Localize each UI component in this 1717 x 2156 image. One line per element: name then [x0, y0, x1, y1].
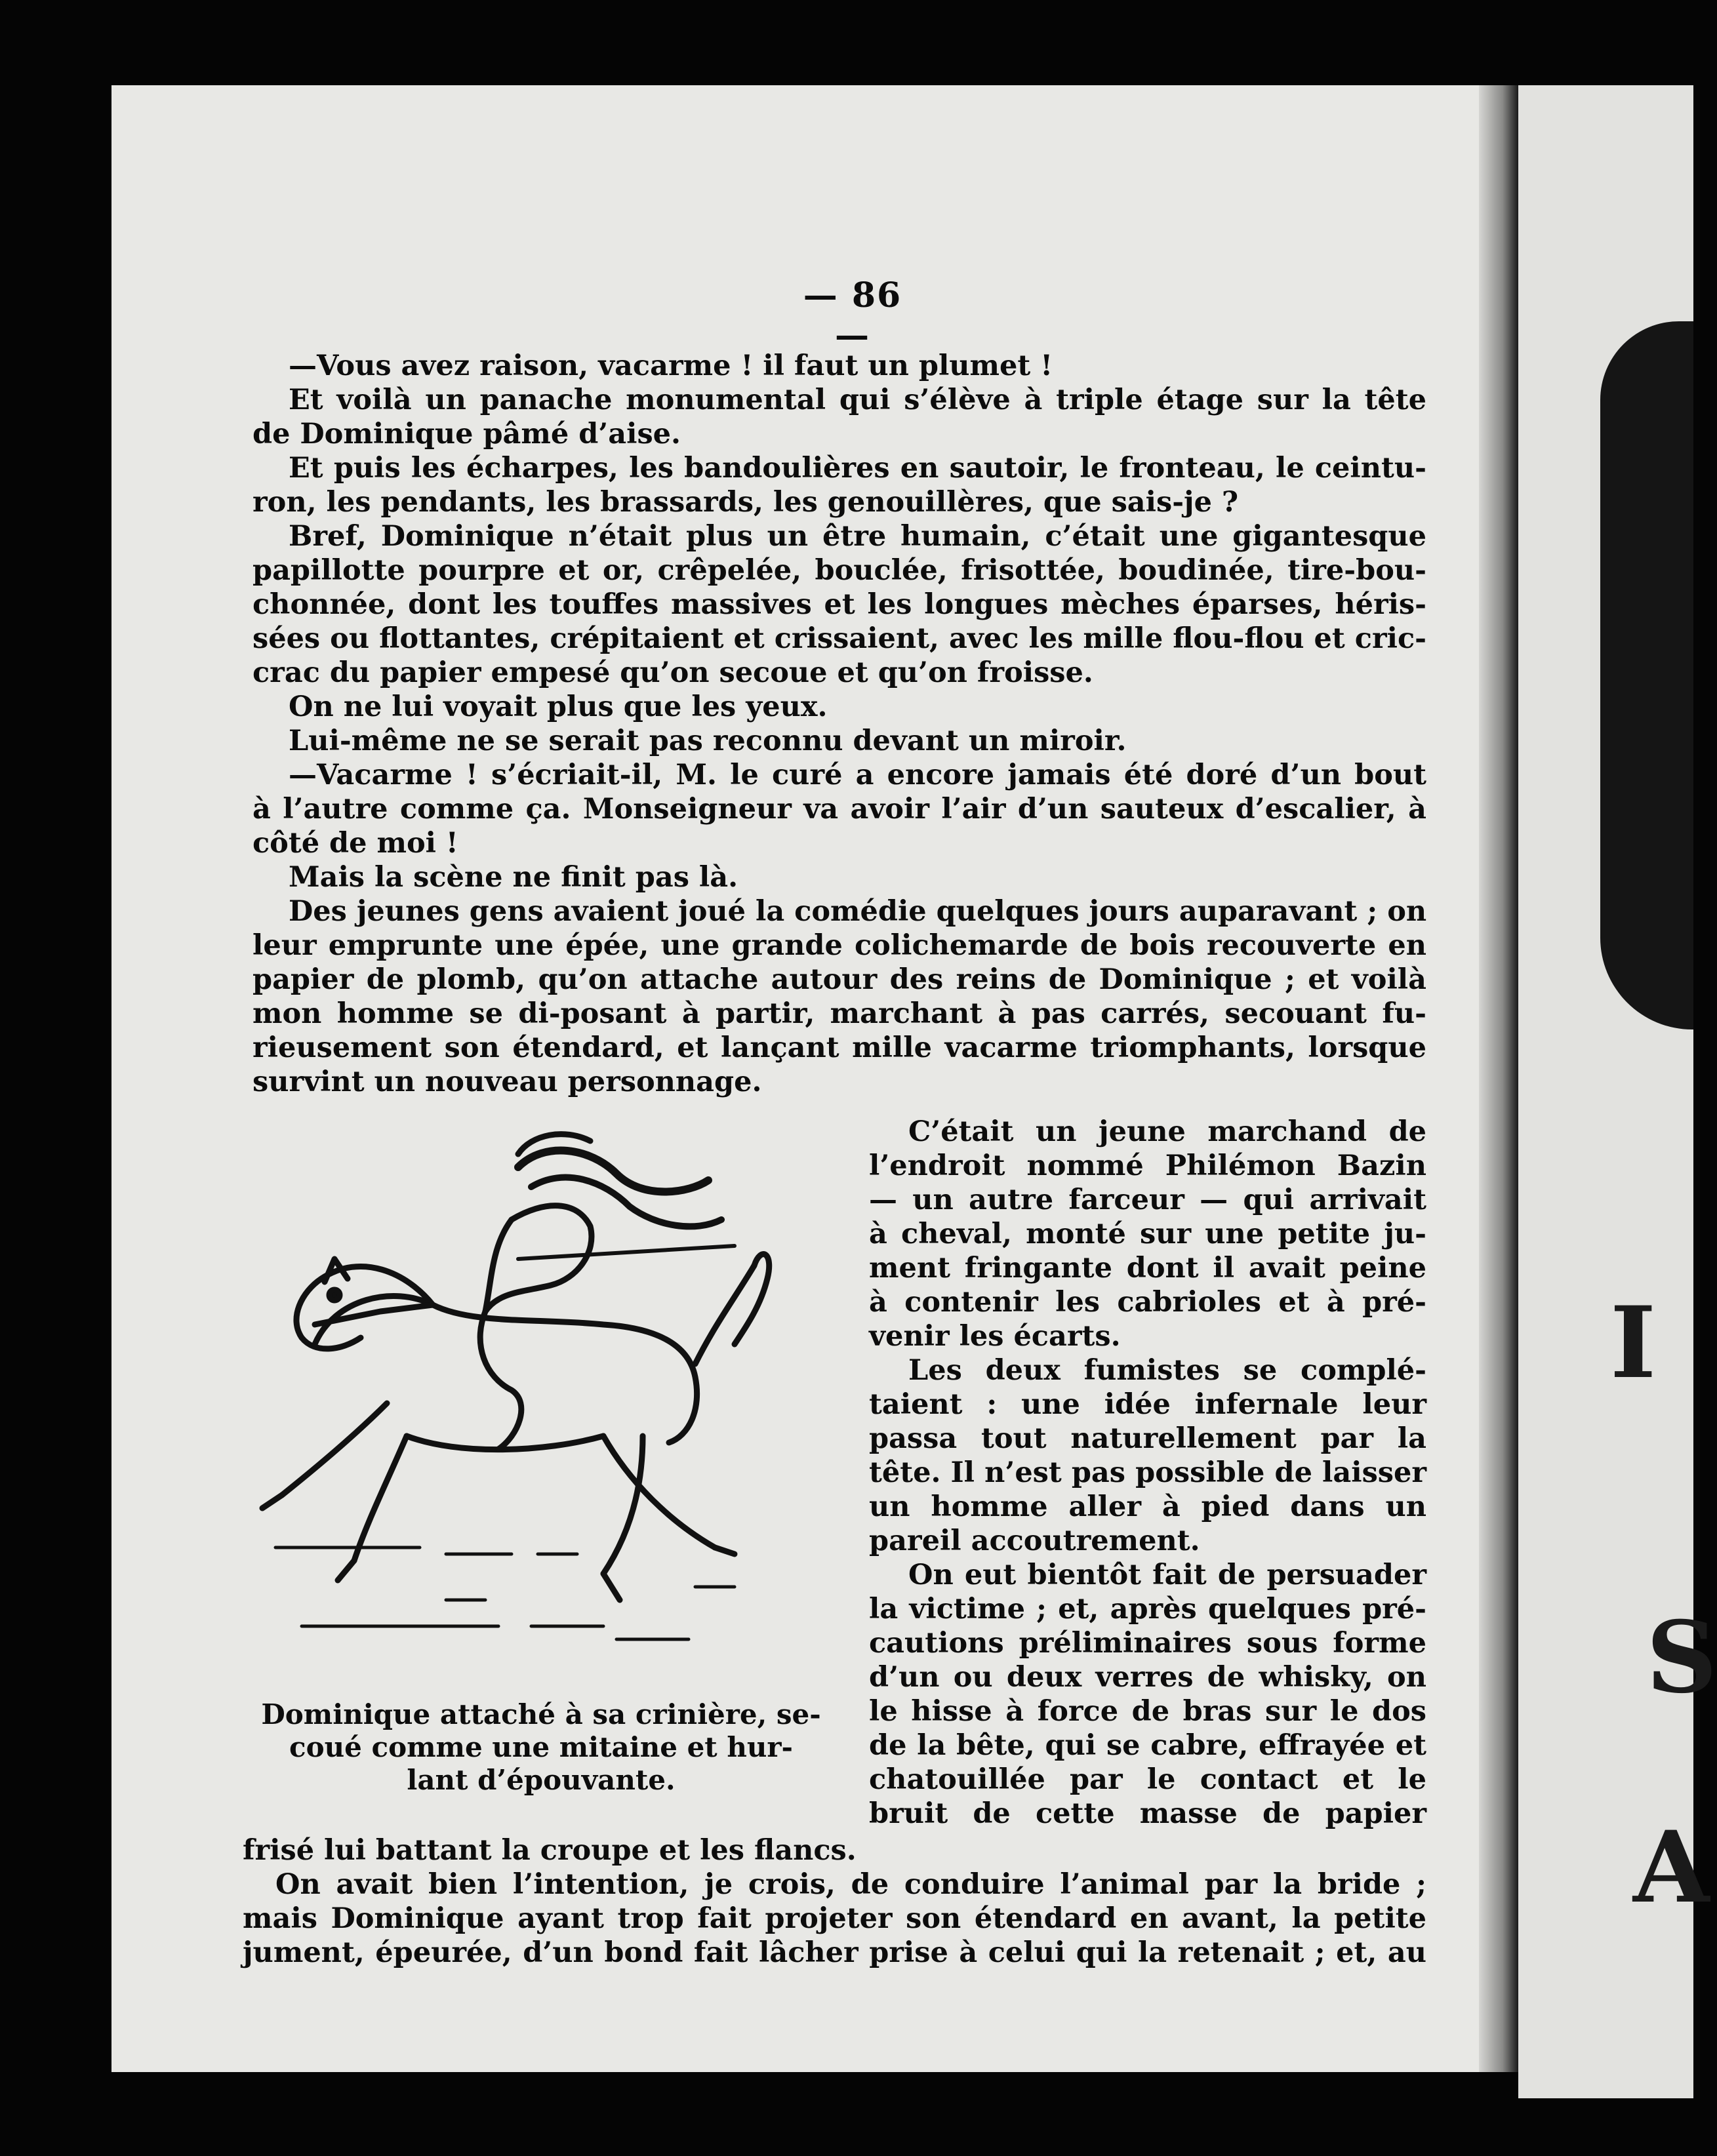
text-line: l’endroit nommé Philémon Bazin: [869, 1149, 1426, 1182]
text-line: ron, les pendants, les brassards, les genouillères, que sais-je ?: [253, 486, 1239, 519]
text-line: —Vacarme ! s’écriait-il, M. le curé a encore jamais été doré d’un bout: [289, 759, 1426, 791]
text-line: Des jeunes gens avaient joué la comédie quelques jours auparavant ; on: [289, 895, 1427, 928]
text-line: la victime ; et, après quelques pré-: [869, 1593, 1426, 1626]
text-line: On ne lui voyait plus que les yeux.: [289, 690, 828, 723]
text-line: On eut bientôt fait de persuader: [908, 1559, 1426, 1591]
text-line: tête. Il n’est pas possible de laisser: [869, 1456, 1426, 1489]
book-gutter: [1479, 85, 1518, 2072]
text-line: pareil accoutrement.: [869, 1525, 1200, 1557]
facing-page-letter-3: A: [1633, 1810, 1710, 1925]
text-line: papier de plomb, qu’on attache autour des reins de Dominique ; et voilà: [253, 963, 1426, 996]
text-line: à cheval, monté sur une petite ju-: [869, 1218, 1426, 1250]
text-line: chatouillée par le contact et le: [869, 1763, 1426, 1796]
text-line: On avait bien l’intention, je crois, de conduire l’animal par la bride ;: [275, 1868, 1426, 1901]
text-line: sées ou flottantes, crépitaient et crissaient, avec les mille flou-flou et cric-: [253, 622, 1426, 655]
text-line: —Vous avez raison, vacarme ! il faut un plumet !: [289, 349, 1053, 382]
illustration-caption: [236, 1698, 846, 1797]
caption-line: coué comme une mitaine et hur-: [289, 1731, 793, 1763]
text-line: à l’autre comme ça. Monseigneur va avoir l’air d’un sauteux d’escalier, à: [253, 793, 1426, 826]
text-line: Lui-même ne se serait pas reconnu devant un miroir.: [289, 725, 1127, 757]
caption-line: Dominique attaché à sa crinière, se-: [261, 1698, 821, 1730]
facing-page-letter-2: S: [1646, 1600, 1717, 1715]
text-line: C’était un jeune marchand de: [908, 1115, 1426, 1148]
text-line: venir les écarts.: [869, 1320, 1121, 1353]
text-line: crac du papier empesé qu’on secoue et qu’on froisse.: [253, 656, 1093, 689]
text-line: rieusement son étendard, et lançant mille vacarme triomphants, lorsque: [253, 1031, 1426, 1064]
text-line: côté de moi !: [253, 827, 458, 860]
text-line: passa tout naturellement par la: [869, 1422, 1426, 1455]
text-line: un homme aller à pied dans un: [869, 1490, 1426, 1523]
text-line: Et puis les écharpes, les bandoulières en sautoir, le fronteau, le ceintu-: [289, 452, 1426, 485]
text-line: leur emprunte une épée, une grande colichemarde de bois recouverte en: [253, 929, 1426, 962]
text-line: de la bête, qui se cabre, effrayée et: [869, 1729, 1426, 1762]
text-line: cautions préliminaires sous forme: [869, 1627, 1426, 1660]
text-line: ment fringante dont il avait peine: [869, 1252, 1426, 1285]
text-line: d’un ou deux verres de whisky, on: [869, 1661, 1426, 1694]
text-line: jument, épeurée, d’un bond fait lâcher prise à celui qui la retenait ; et, au: [243, 1936, 1426, 1969]
facing-page-letter-1: I: [1610, 1285, 1657, 1401]
text-line: chonnée, dont les touffes massives et les longues mèches éparses, héris-: [253, 588, 1426, 621]
horse-rider-illustration: [236, 1128, 846, 1666]
text-line: papillotte pourpre et or, crêpelée, bouclée, frisottée, boudinée, tire-bou-: [253, 554, 1426, 587]
text-line: Et voilà un panache monumental qui s’élève à triple étage sur la tête: [289, 384, 1426, 416]
text-line: frisé lui battant la croupe et les flancs.: [243, 1834, 857, 1867]
text-line: Les deux fumistes se complé-: [908, 1354, 1426, 1387]
text-line: à contenir les cabrioles et à pré-: [869, 1286, 1426, 1319]
text-line: le hisse à force de bras sur le dos: [869, 1695, 1426, 1728]
text-line: mon homme se di-posant à partir, marchant à pas carrés, secouant fu-: [253, 997, 1426, 1030]
text-line: — un autre farceur — qui arrivait: [869, 1184, 1426, 1216]
text-line: de Dominique pâmé d’aise.: [253, 418, 681, 450]
facing-page-ornament: [1600, 321, 1693, 1029]
text-line: bruit de cette masse de papier: [869, 1797, 1426, 1830]
page-number: — 86 —: [803, 275, 902, 355]
caption-line: lant d’épouvante.: [407, 1764, 676, 1796]
text-line: mais Dominique ayant trop fait projeter son étendard en avant, la petite: [243, 1902, 1426, 1935]
text-line: Mais la scène ne finit pas là.: [289, 861, 738, 894]
text-line: Bref, Dominique n’était plus un être humain, c’était une gigantesque: [289, 520, 1426, 553]
text-line: taient : une idée infernale leur: [869, 1388, 1426, 1421]
text-line: survint un nouveau personnage.: [253, 1066, 762, 1098]
